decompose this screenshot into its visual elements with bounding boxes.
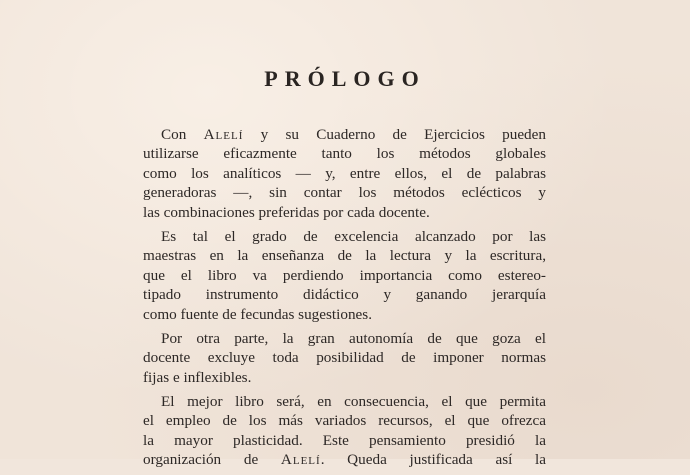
text-line: organización de Alelí. Queda justificada así la [143,451,546,469]
text-line: Por otra parte, la gran autonomía de que goza el [161,329,546,347]
text-line: las combinaciones preferidas por cada docente. [143,203,430,221]
text-line: Es tal el grado de excelencia alcanzado por las [161,227,546,245]
page-title: PRÓLOGO [264,66,426,91]
text-line: docente excluye toda posibilidad de imponer normas [143,349,546,367]
text-line: Con Alelí y su Cuaderno de Ejercicios pueden [161,126,546,143]
text-line: tipado instrumento didáctico y ganando jerarquía [143,286,546,304]
prologue-body [143,125,546,475]
text-line: fijas e inflexibles. [143,368,252,386]
text-line: que el libro va perdiendo importancia como estereo- [143,266,546,284]
text-line: utilizarse eficazmente tanto los métodos globales [143,145,546,163]
text-line: maestras en la enseñanza de la lectura y la escritura, [143,247,546,265]
paragraph-3 [143,329,546,387]
text-line: generadoras —, sin contar los métodos eclécticos y [143,184,546,202]
text-line: la mayor plasticidad. Este pensamiento presidió la [143,431,546,449]
text-line: como fuente de fecundas sugestiones. [143,305,373,323]
book-title-alel: Alelí [280,451,321,469]
paragraph-2 [143,227,546,324]
paragraph-4 [143,392,546,470]
book-title-alel: Alelí [203,126,244,143]
text-line: como los analíticos — y, entre ellos, el de palabras [143,164,546,182]
paragraph-1 [143,125,546,222]
text-line: El mejor libro será, en consecuencia, el que permita [161,393,546,411]
text-line: el empleo de los más variados recursos, el que ofrezca [143,412,546,430]
